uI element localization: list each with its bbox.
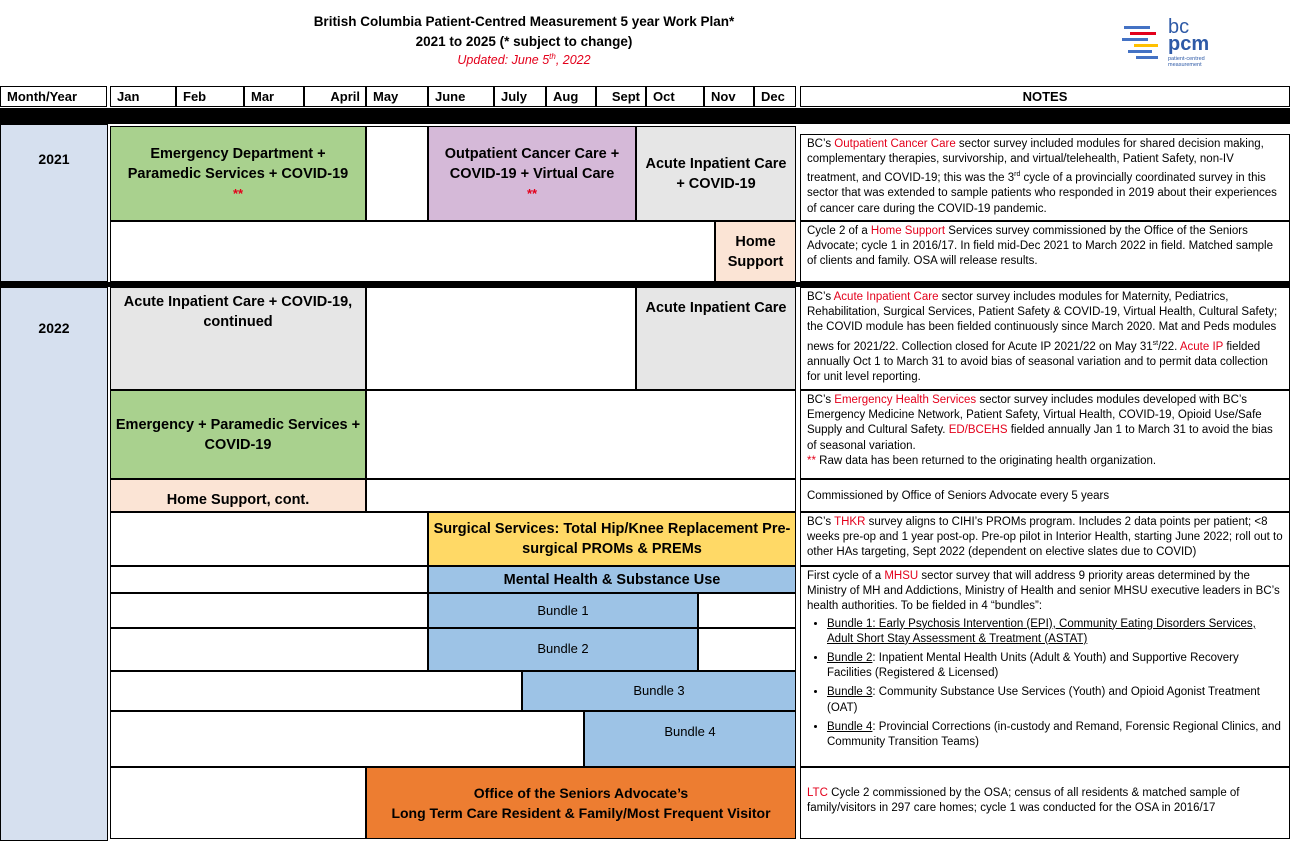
block-ed-2022 bbox=[110, 390, 366, 479]
block-bundle-1 bbox=[428, 593, 698, 628]
block-bundle-3-label: Bundle 3 bbox=[633, 683, 685, 698]
block-mhsu-label: Mental Health & Substance Use bbox=[503, 571, 721, 588]
header-month-feb: Feb bbox=[176, 86, 244, 107]
empty-cell bbox=[366, 479, 796, 512]
block-acute-2022-label: Acute Inpatient Care bbox=[645, 300, 787, 316]
empty-cell bbox=[366, 287, 636, 390]
empty-cell bbox=[110, 221, 715, 282]
block-ed-2021-mark: ** bbox=[232, 185, 244, 201]
header-month-nov: Nov bbox=[704, 86, 754, 107]
block-outpatient-cancer bbox=[428, 126, 636, 221]
logo-text-bc: bc bbox=[1168, 16, 1190, 38]
header-month-sept: Sept bbox=[596, 86, 646, 107]
block-ltc bbox=[366, 767, 796, 839]
page-title: British Columbia Patient-Centred Measurement 5 year Work Plan* bbox=[313, 14, 735, 29]
block-outpatient-cancer-label: Outpatient Cancer Care + COVID-19 + Virtual Care bbox=[444, 145, 620, 182]
header-notes: NOTES bbox=[800, 86, 1290, 107]
block-bundle-4 bbox=[584, 711, 796, 767]
block-bundle-2-label: Bundle 2 bbox=[537, 641, 589, 656]
note-emergency: BC’s Emergency Health Services sector survey includes modules developed with BC’s Emergency Medicine Network, Patient Safety, Virtual Health, COVID-19, Opioid Use/Safe Supply and Cultural Safety. ED/BCEHS fielded annually Jan 1 to March 31 to avoid the bias of seasonal variation. ** Raw data has been returned to the originating health organization. bbox=[800, 390, 1290, 479]
block-ltc-label-1: Office of the Seniors Advocate’s bbox=[473, 785, 689, 801]
empty-cell bbox=[698, 593, 796, 628]
note-acute-inpatient: BC’s Acute Inpatient Care sector survey includes modules for Maternity, Pediatrics, Rehabilitation, Surgical Services, Patient Safety & COVID-19, Virtual Health, Cultural Safety; the COVID module has been fielded continuously since March 2020. Mat and Peds modules news for 2021/22. Collection closed for Acute IP 2021/22 on May 31st/22. Acute IP fielded annually Oct 1 to March 31 to avoid bias of seasonal variation and to permit data collection for unit level reporting. bbox=[800, 287, 1290, 390]
note-osa: Commissioned by Office of Seniors Advocate every 5 years bbox=[800, 479, 1290, 512]
logo-stripes-icon bbox=[1120, 24, 1166, 60]
logo-tagline-2: measurement bbox=[1168, 62, 1202, 68]
block-home-support-2021-label: Home Support bbox=[727, 233, 784, 270]
logo-text-pcm: pcm bbox=[1168, 33, 1210, 55]
note-thkr: BC’s THKR survey aligns to CIHI’s PROMs program. Includes 2 data points per patient; <8 weeks pre-op and 1 year post-op. Pre-op pilot in Interior Health, starting June 2022; roll out to other HAs targeting, Sept 2022 (dependent on elective slates due to COVID) bbox=[800, 512, 1290, 566]
empty-cell bbox=[698, 628, 796, 671]
updated-date: Updated: June 5th, 2022 bbox=[457, 52, 591, 68]
block-bundle-4-label: Bundle 4 bbox=[664, 724, 716, 739]
block-acute-2022 bbox=[636, 287, 796, 390]
empty-cell bbox=[110, 711, 584, 767]
header-month-aug: Aug bbox=[546, 86, 596, 107]
header-month-may: May bbox=[366, 86, 428, 107]
header-month-mar: Mar bbox=[244, 86, 304, 107]
block-home-support-2021 bbox=[715, 221, 796, 282]
empty-cell bbox=[110, 767, 366, 839]
note-outpatient-cancer: BC’s Outpatient Cancer Care sector survey included modules for shared decision making, complementary therapies, survivorship, and virtual/telehealth, Patient Safety, non-IV treatment, and COVID-19; this was the 3rd cycle of a provincially coordinated survey in this sector that was extended to sample patients who responded in 2019 about their experiences of cancer care during the COVID-19 pandemic. bbox=[800, 134, 1290, 221]
bundle-list bbox=[827, 617, 1283, 751]
bcpcm-logo bbox=[1120, 16, 1220, 72]
page-subtitle: 2021 to 2025 (* subject to change) bbox=[415, 34, 633, 49]
empty-cell bbox=[110, 628, 428, 671]
header-month-dec: Dec bbox=[754, 86, 796, 107]
header-month-jan: Jan bbox=[110, 86, 176, 107]
empty-cell bbox=[366, 390, 796, 479]
block-mhsu bbox=[428, 566, 796, 593]
empty-cell bbox=[110, 512, 428, 566]
block-bundle-1-label: Bundle 1 bbox=[537, 602, 589, 618]
note-mhsu: First cycle of a MHSU sector survey that will address 9 priority areas determined by the Ministry of MH and Addictions, Ministry of Health and senior MHSU executive leaders in BC’s health authorities. To be fielded in 4 “bundles”: • Bundle 1: Early Psychosis Intervention (EPI), Community Eating Disorders Services, Adult Short Stay Assessment & Treatment (ASTAT) • Bundle 2: Inpatient Mental Health Units (Adult & Youth) and Supportive Recovery Facilities (Registered & Licensed) • Bundle 3: Community Substance Use Services (Youth) and Opioid Agonist Treatment (OAT) • Bundle 4: Provincial Corrections (in-custody and Remand, Forensic Regional Clinics, and Community Transition Teams) bbox=[800, 566, 1290, 767]
bundle-list-item: • Bundle 1: Early Psychosis Intervention (EPI), Community Eating Disorders Services, Adult Short Stay Assessment & Treatment (ASTAT) bbox=[827, 617, 1283, 647]
empty-cell bbox=[366, 126, 428, 221]
empty-cell bbox=[110, 566, 428, 593]
block-acute-2022-continued-label: Acute Inpatient Care + COVID-19, continued bbox=[123, 294, 353, 330]
block-surgical-services-label: Surgical Services: Total Hip/Knee Replacement Pre-surgical PROMs & PREMs bbox=[433, 521, 791, 557]
block-home-support-2022-label: Home Support, cont. bbox=[166, 492, 310, 508]
block-ed-2021-label: Emergency Department + Paramedic Services + COVID-19 bbox=[127, 145, 349, 182]
block-ltc-label-2: Long Term Care Resident & Family/Most Frequent Visitor bbox=[391, 805, 771, 821]
block-acute-2022-continued bbox=[110, 287, 366, 390]
header-month-oct: Oct bbox=[646, 86, 704, 107]
note-ltc: LTC Cycle 2 commissioned by the OSA; census of all residents & matched sample of family/visitors in 297 care homes; cycle 1 was conducted for the OSA in 2016/17 bbox=[800, 767, 1290, 839]
bundle-list-item: • Bundle 2: Inpatient Mental Health Units (Adult & Youth) and Supportive Recovery Facilities (Registered & Licensed) bbox=[827, 651, 1283, 681]
header-month-july: July bbox=[494, 86, 546, 107]
header-separator bbox=[0, 108, 1290, 124]
block-acute-2021 bbox=[636, 126, 796, 221]
block-surgical-services bbox=[428, 512, 796, 566]
block-ed-2021 bbox=[110, 126, 366, 221]
block-bundle-2 bbox=[428, 628, 698, 671]
block-outpatient-cancer-mark: ** bbox=[526, 185, 538, 201]
logo-tagline-1: patient-centred bbox=[1168, 56, 1205, 62]
block-acute-2021-label: Acute Inpatient Care + COVID-19 bbox=[645, 155, 787, 192]
year-2022: 2022 bbox=[0, 287, 108, 841]
block-ed-2022-label: Emergency + Paramedic Services + COVID-19 bbox=[115, 416, 361, 453]
bundle-list-item: • Bundle 3: Community Substance Use Services (Youth) and Opioid Agonist Treatment (OAT) bbox=[827, 685, 1283, 715]
note-home-support: Cycle 2 of a Home Support Services survey commissioned by the Office of the Seniors Advocate; cycle 1 in 2016/17. In field mid-Dec 2021 to March 2022 in field. Matched sample of clients and family. OSA will release results. bbox=[800, 221, 1290, 282]
block-bundle-3 bbox=[522, 671, 796, 711]
header-month-june: June bbox=[428, 86, 494, 107]
header-month-april: April bbox=[304, 86, 366, 107]
bundle-list-item: • Bundle 4: Provincial Corrections (in-custody and Remand, Forensic Regional Clinics, and Community Transition Teams) bbox=[827, 720, 1283, 750]
block-home-support-2022 bbox=[110, 479, 366, 512]
empty-cell bbox=[110, 671, 522, 711]
empty-cell bbox=[110, 593, 428, 628]
year-2021: 2021 bbox=[0, 124, 108, 282]
header-month-year: Month/Year bbox=[0, 86, 107, 107]
